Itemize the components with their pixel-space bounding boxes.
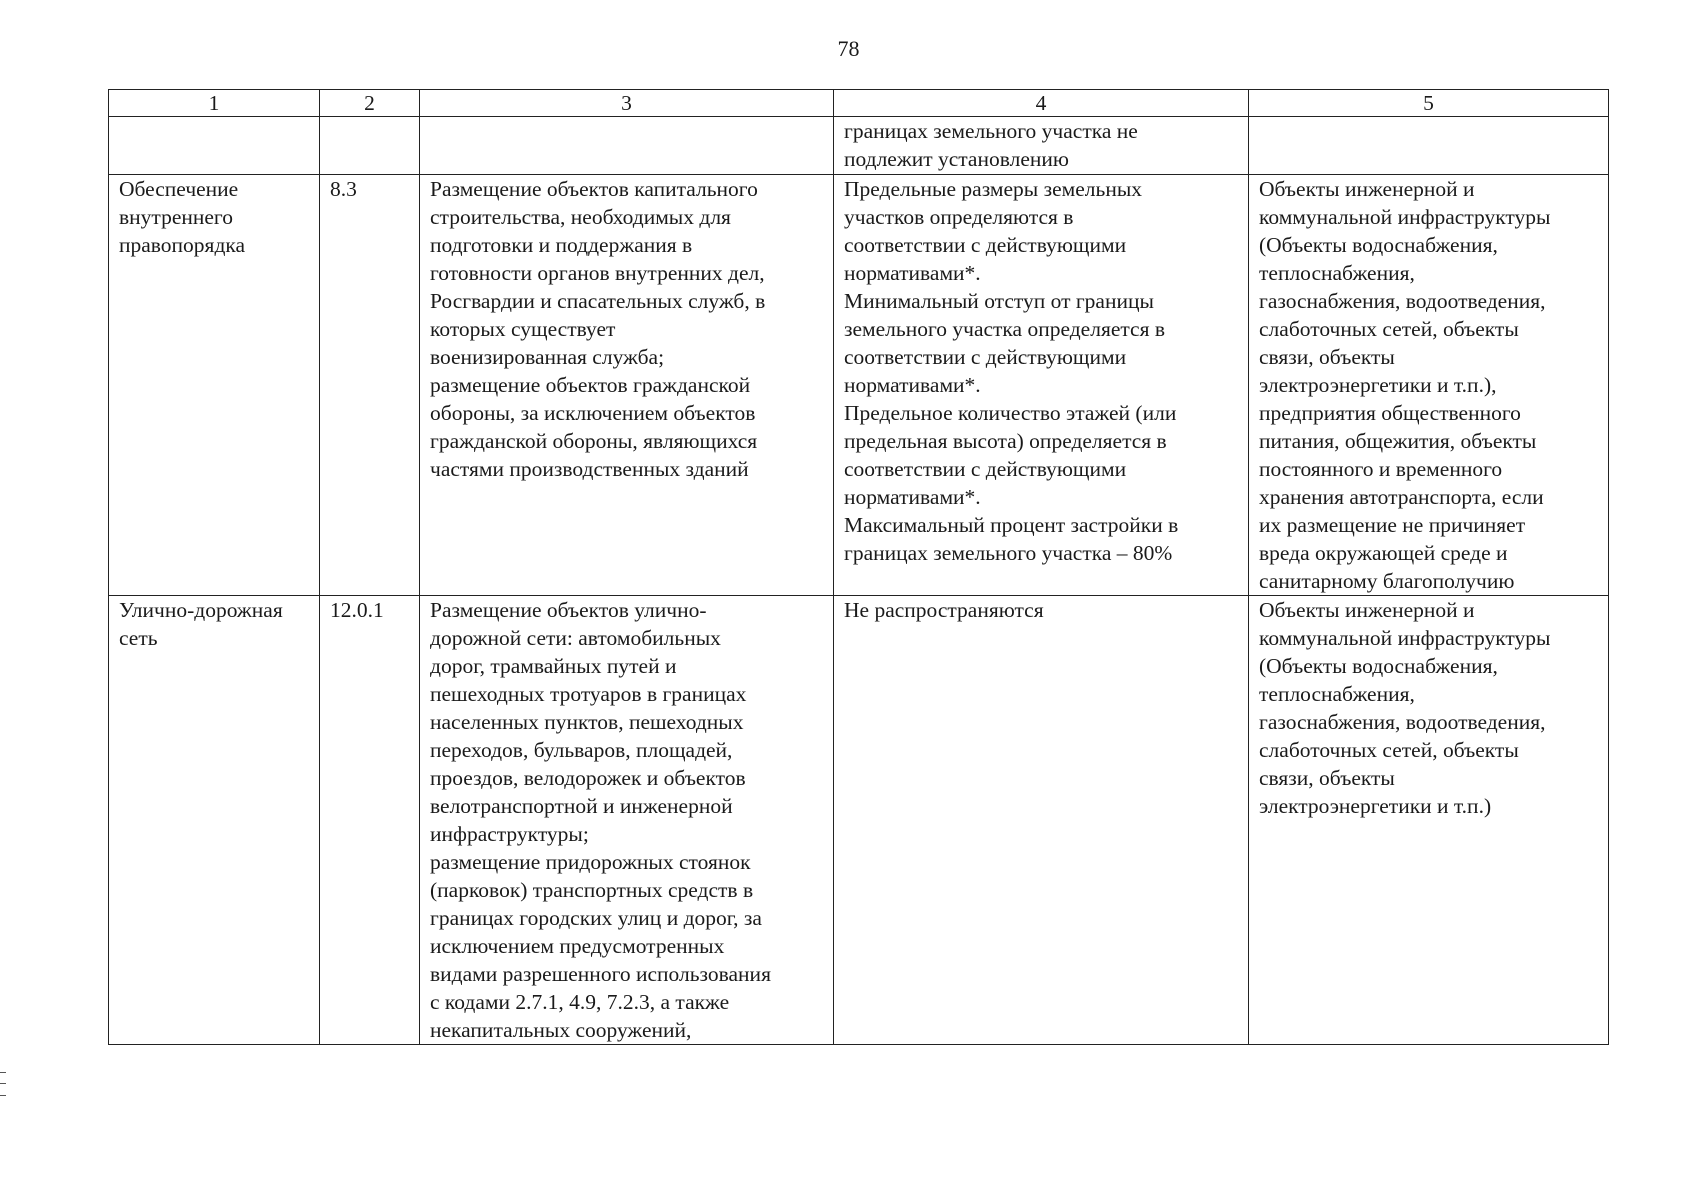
cell-description: Размещение объектов капитального строительства, необходимых для подготовки и поддержания в готовности органов внутренних дел, Росгвардии и спасательных служб, в которых существует военизированная служба; размещение объектов гражданской обороны, за исключением объектов гражданской обороны, являющихся частями производственных зданий — [420, 175, 834, 596]
header-cell-4: 4 — [834, 90, 1249, 117]
cell-auxiliary-uses: Объекты инженерной и коммунальной инфраструктуры (Объекты водоснабжения, теплоснабжения, газоснабжения, водоотведения, слаботочных сетей, объекты связи, объекты электроэнергетики и т.п.) — [1249, 596, 1609, 1045]
cell-auxiliary-uses: Объекты инженерной и коммунальной инфраструктуры (Объекты водоснабжения, теплоснабжения, газоснабжения, водоотведения, слаботочных сетей, объекты связи, объекты электроэнергетики и т.п.), предприятия общественного питания, общежития, объекты постоянного и временного хранения автотранспорта, если их размещение не причиняет вреда окружающей среде и санитарному благополучию — [1249, 175, 1609, 596]
cell-parameters: границах земельного участка не подлежит установлению — [834, 117, 1249, 175]
cell-description — [420, 117, 834, 175]
header-cell-5: 5 — [1249, 90, 1609, 117]
table-row-continuation — [109, 117, 1609, 175]
header-cell-2: 2 — [320, 90, 420, 117]
header-row — [109, 90, 1609, 117]
cell-use-name — [109, 117, 320, 175]
land-use-table — [108, 89, 1609, 1045]
cell-parameters: Предельные размеры земельных участков определяются в соответствии с действующими нормативами*. Минимальный отступ от границы земельного участка определяется в соответствии с действующими нормативами*. Предельное количество этажей (или предельная высота) определяется в соответствии с действующими нормативами*. Максимальный процент застройки в границах земельного участка – 80% — [834, 175, 1249, 596]
cell-code: 12.0.1 — [320, 596, 420, 1045]
cell-use-name: Улично-дорожная сеть — [109, 596, 320, 1045]
cell-description: Размещение объектов улично- дорожной сети: автомобильных дорог, трамвайных путей и пешеходных тротуаров в границах населенных пунктов, пешеходных переходов, бульваров, площадей, проездов, велодорожек и объектов велотранспортной и инженерной инфраструктуры; размещение придорожных стоянок (парковок) транспортных средств в границах городских улиц и дорог, за исключением предусмотренных видами разрешенного использования с кодами 2.7.1, 4.9, 7.2.3, а также некапитальных сооружений, — [420, 596, 834, 1045]
cell-code — [320, 117, 420, 175]
binding-edge-mark — [0, 1072, 6, 1096]
page-number: 78 — [837, 36, 860, 61]
header-cell-3: 3 — [420, 90, 834, 117]
header-cell-1: 1 — [109, 90, 320, 117]
cell-parameters: Не распространяются — [834, 596, 1249, 1045]
table-row — [109, 596, 1609, 1045]
cell-auxiliary-uses — [1249, 117, 1609, 175]
cell-use-name: Обеспечение внутреннего правопорядка — [109, 175, 320, 596]
cell-code: 8.3 — [320, 175, 420, 596]
table-row — [109, 175, 1609, 596]
